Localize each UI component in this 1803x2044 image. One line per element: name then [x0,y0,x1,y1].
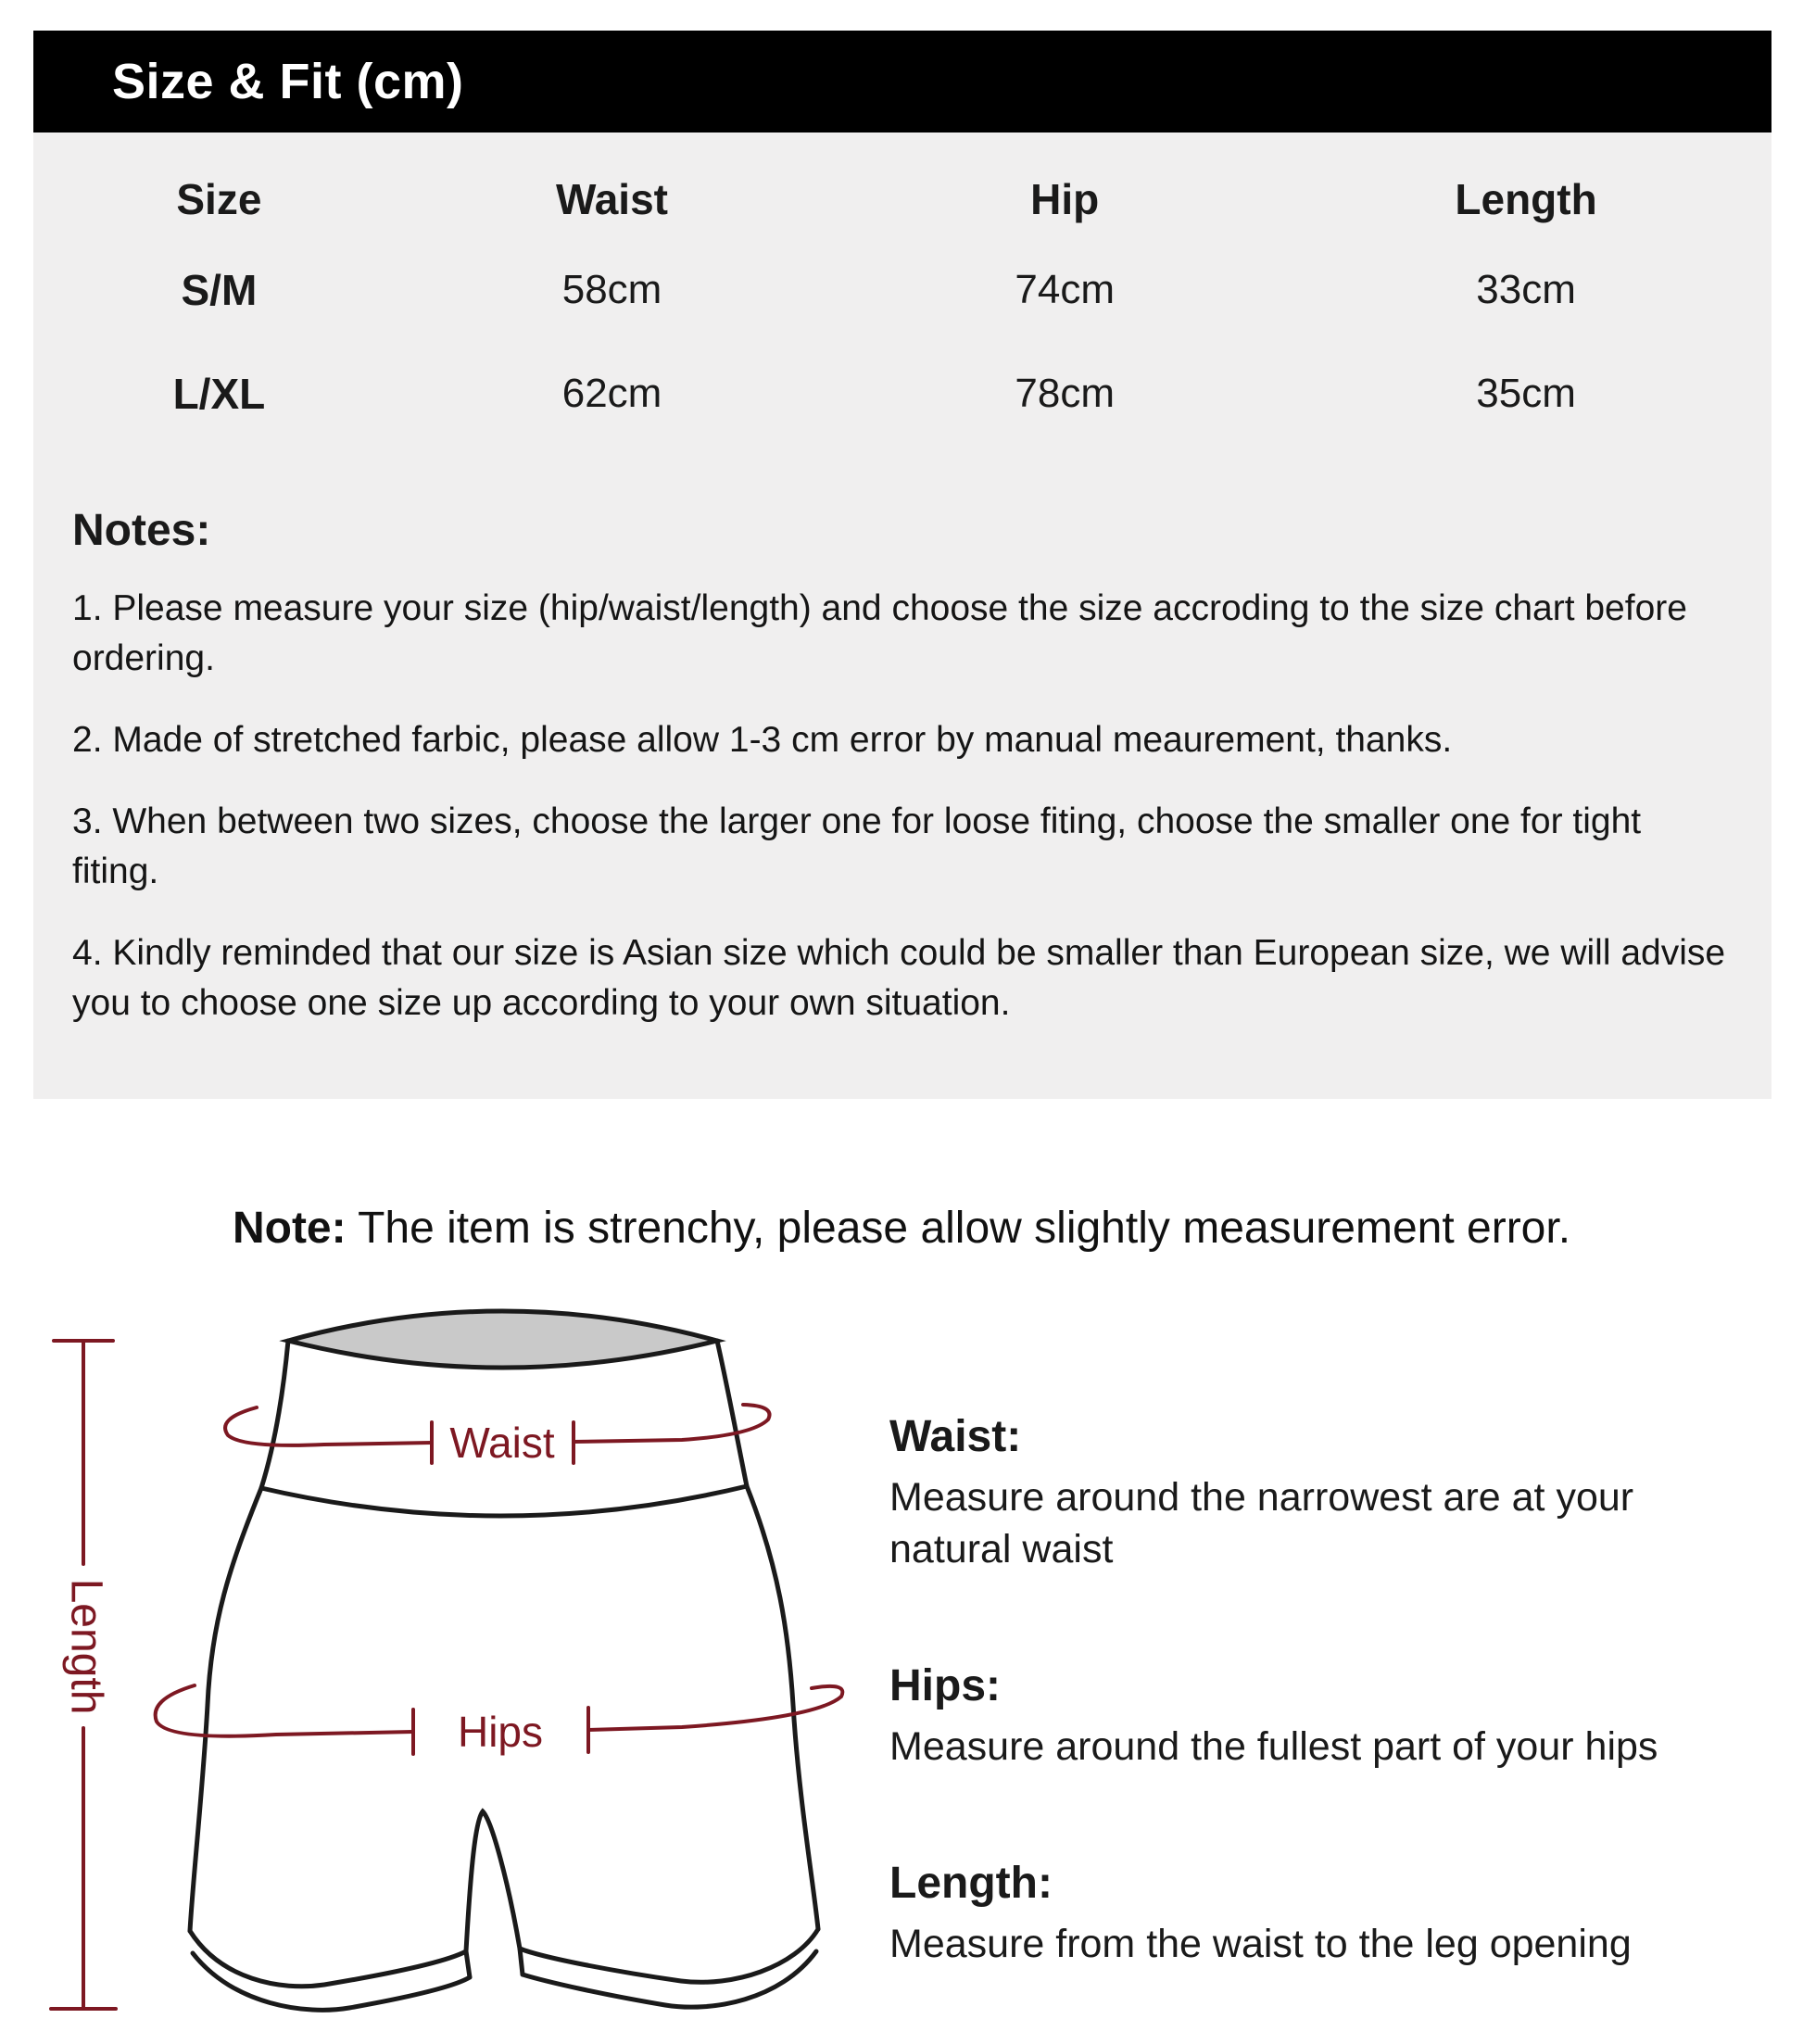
page-title: Size & Fit (cm) [112,54,464,109]
hip-value: 78cm [1015,371,1115,416]
note-item-4: 4. Kindly reminded that our size is Asian size which could be smaller than European size, we will advise you to choose one size up according to your own situation. [72,933,1726,1023]
length-label: Length [61,1578,111,1715]
header-bar [33,31,1771,132]
stretch-note [0,1203,1803,1254]
size-table [48,160,1757,446]
guide-item-length [889,1858,1742,1970]
size-chart-panel [33,132,1771,1099]
note-item-3: 3. When between two sizes, choose the larger one for loose fiting, choose the smaller one for tight fiting. [72,801,1642,891]
measurement-diagram-section [0,1302,1803,2034]
column-header-waist: Waist [556,175,668,223]
waist-label: Waist [449,1419,555,1467]
length-value: 33cm [1476,267,1576,312]
size-table-header-row [48,160,1757,238]
note-item-1: 1. Please measure your size (hip/waist/length) and choose the size accroding to the size chart before ordering. [72,588,1687,678]
stretch-note-text: The item is strenchy, please allow slightly measurement error. [346,1204,1571,1253]
column-header-hip: Hip [1030,175,1100,223]
size-value: L/XL [172,370,266,418]
guide-heading: Waist: [889,1412,1022,1461]
column-header-length: Length [1455,175,1597,223]
guide-text: Measure around the narrowest are at your natural waist [889,1475,1634,1571]
table-row [48,238,1757,342]
length-value: 35cm [1476,371,1576,416]
table-row [48,342,1757,446]
stretch-note-label: Note: [232,1204,347,1253]
hips-label: Hips [457,1708,544,1756]
measuring-guide [889,1302,1742,2034]
column-header-size: Size [176,175,262,223]
guide-text: Measure from the waist to the leg opening [889,1922,1632,1966]
guide-item-waist [889,1411,1742,1575]
guide-heading: Hips: [889,1661,1001,1710]
guide-text: Measure around the fullest part of your hips [889,1724,1658,1769]
note-item-2: 2. Made of stretched farbic, please allow 1-3 cm error by manual meaurement, thanks. [72,720,1453,760]
shorts-outline [190,1311,818,2010]
notes-heading: Notes: [72,506,211,555]
guide-heading: Length: [889,1859,1053,1908]
shorts-measurement-diagram [28,1302,862,2034]
size-value: S/M [181,266,258,314]
measurement-annotations [51,1341,842,2009]
waist-value: 58cm [561,267,662,312]
guide-item-hips [889,1660,1742,1773]
waist-opening [288,1311,717,1368]
hip-value: 74cm [1015,267,1115,312]
waist-value: 62cm [561,371,662,416]
